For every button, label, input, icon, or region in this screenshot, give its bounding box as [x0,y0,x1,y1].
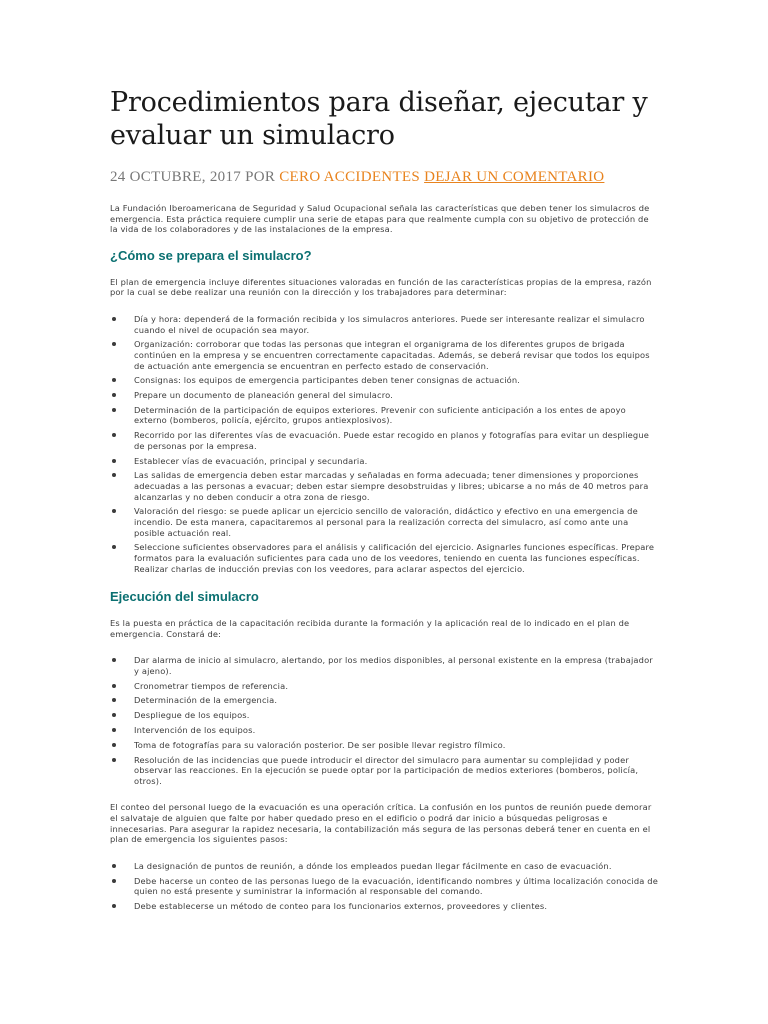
leave-comment-link[interactable]: DEJAR UN COMENTARIO [424,169,605,185]
list-item-text: Dar alarma de inicio al simulacro, alertando, por los medios disponibles, al personal existente en la empresa (trabajador y ajeno). [134,655,653,676]
list-item-text: Resolución de las incidencias que puede introducir el director del simulacro para aumentar su complejidad y poder observar las reacciones. En la ejecución se puede optar por la participación de medios exteriores (bomberos, policía, otros). [134,754,639,786]
execution-lead-paragraph: Es la puesta en práctica de la capacitación recibida durante la formación y la aplicación real de lo indicado en el plan de emergencia. Constará de: [110,618,630,639]
list-item [110,506,658,538]
list-item-text: Prepare un documento de planeación general del simulacro. [134,390,393,401]
bullet-icon [112,459,116,463]
list-item [110,314,658,335]
article-title: Procedimientos para diseñar, ejecutar y evaluar un simulacro [110,87,648,151]
author-link[interactable]: CERO ACCIDENTES [279,169,421,185]
list-item [110,861,658,872]
preparation-lead-paragraph: El plan de emergencia incluye diferentes situaciones valoradas en función de las características propias de la empresa, razón por la cual se debe realizar una reunión con la dirección y los trabajadores para determinar: [110,276,652,298]
list-item-text: Organización: corroborar que todas las personas que integran el organigrama de los diferentes grupos de brigada continúen en la empresa y se encuentren correctamente capacitadas. Además, se deberá revisar que todos los equipos de actuación ante emergencia se encuentran en perfecto estado de conservación. [134,339,650,371]
headcount-paragraph: El conteo del personal luego de la evacuación es una operación crítica. La confusión en los puntos de reunión puede demorar el salvataje de alguien que falte por haber quedado preso en el edificio o podrá dar inicio a búsquedas peligrosas e innecesarias. Para asegurar la rapidez necesaria, la contabilización más segura de las personas deberá tener en cuenta en el plan de emergencia los siguientes pasos: [110,802,652,845]
list-item [110,405,658,426]
bullet-icon [112,473,116,477]
list-item-text: Toma de fotografías para su valoración posterior. De ser posible llevar registro fílmico. [134,739,506,750]
list-item-text: Despliegue de los equipos. [134,710,250,721]
preparation-list [110,314,658,574]
bullet-icon [112,698,116,702]
bullet-icon [112,743,116,747]
section-heading-preparation: ¿Cómo se prepara el simulacro? [110,247,312,263]
list-item [110,725,658,736]
list-item [110,655,658,676]
list-item [110,390,658,401]
bullet-icon [112,864,116,868]
list-item [110,375,658,386]
list-item [110,430,658,451]
list-item [110,470,658,502]
list-item [110,695,658,706]
headcount-list [110,861,658,912]
list-item-text: Consignas: los equipos de emergencia participantes deben tener consignas de actuación. [134,375,521,386]
bullet-icon [112,317,116,321]
list-item [110,876,658,897]
bullet-icon [112,879,116,883]
bullet-icon [112,393,116,397]
bullet-icon [112,378,116,382]
bullet-icon [112,758,116,762]
list-item [110,339,658,371]
list-item-text: Debe establecerse un método de conteo para los funcionarios externos, proveedores y clientes. [134,900,548,911]
list-item [110,710,658,721]
bullet-icon [112,684,116,688]
list-item-text: Recorrido por las diferentes vías de evacuación. Puede estar recogido en planos y fotografías para evitar un despliegue de personas por la empresa. [134,430,650,451]
bullet-icon [112,728,116,732]
bullet-icon [112,342,116,346]
list-item-text: Día y hora: dependerá de la formación recibida y los simulacros anteriores. Puede ser interesante realizar el simulacro cuando el nivel de ocupación sea mayor. [134,313,645,335]
list-item-text: Establecer vías de evacuación, principal y secundaria. [134,455,368,466]
section-heading-execution: Ejecución del simulacro [110,589,259,605]
list-item [110,755,658,787]
list-item [110,740,658,751]
list-item [110,542,658,574]
list-item-text: Determinación de la emergencia. [134,695,278,706]
bullet-icon [112,433,116,437]
list-item-text: Cronometrar tiempos de referencia. [134,680,289,691]
list-item-text: La designación de puntos de reunión, a dónde los empleados puedan llegar fácilmente en caso de evacuación. [134,860,612,871]
bullet-icon [112,545,116,549]
bullet-icon [112,408,116,412]
list-item-text: Las salidas de emergencia deben estar marcadas y señaladas en forma adecuada; tener dimensiones y proporciones adecuadas a las personas a evacuar; deben estar siempre desobstruidas y libres; ubicarse a no más de 40 metros para alcanzarlas y no deben conducir a otra zona de riesgo. [134,470,649,502]
list-item [110,901,658,912]
bullet-icon [112,509,116,513]
list-item [110,456,658,467]
article-meta [110,169,658,186]
intro-paragraph: La Fundación Iberoamericana de Seguridad y Salud Ocupacional señala las características que deben tener los simulacros de emergencia. Esta práctica requiere cumplir una serie de etapas para que realmente cumpla con su objetivo de protección de la vida de los colaboradores y de las instalaciones de la empresa. [110,203,650,235]
list-item-text: Determinación de la participación de equipos exteriores. Prevenir con suficiente anticipación a los entes de apoyo externo (bomberos, policía, ejército, grupos antiexplosivos). [134,404,626,426]
list-item-text: Intervención de los equipos. [134,725,256,736]
article-date-by: 24 OCTUBRE, 2017 POR [110,169,276,185]
article [110,86,658,916]
list-item [110,681,658,692]
bullet-icon [112,904,116,908]
bullet-icon [112,713,116,717]
bullet-icon [112,658,116,662]
execution-list [110,655,658,786]
list-item-text: Debe hacerse un conteo de las personas luego de la evacuación, identificando nombres y última localización conocida de quien no está presente y suministrar la información al responsable del comando. [134,875,658,897]
list-item-text: Seleccione suficientes observadores para el análisis y calificación del ejercicio. Asignarles funciones específicas. Prepare formatos para la evaluación suficientes para cada uno de los veedores, teniendo en cuenta las funciones específicas. Realizar charlas de inducción previas con los veedores, para aclarar aspectos del ejercicio. [134,542,655,574]
list-item-text: Valoración del riesgo: se puede aplicar un ejercicio sencillo de valoración, didáctico y efectivo en una emergencia de incendio. De esta manera, capacitaremos al personal para la realización correcta del simulacro, así como ante una posible actuación real. [134,506,638,538]
